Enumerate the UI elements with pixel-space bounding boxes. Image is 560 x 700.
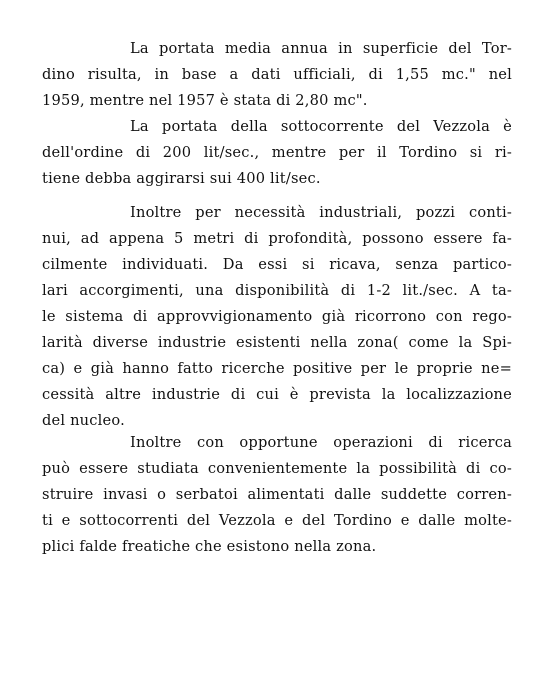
paragraph-2 [42,114,512,192]
text-line: le sistema di approvvigionamento già ricorrono con rego- [42,308,512,325]
text-line: nui, ad appena 5 metri di profondità, possono essere fa- [42,230,512,247]
text-line: Inoltre con opportune operazioni di ricerca [130,434,512,451]
text-line: plici falde freatiche che esistono nella zona. [42,538,377,555]
text-line: dino risulta, in base a dati ufficiali, di 1,55 mc." nel [42,66,512,83]
text-line: 1959, mentre nel 1957 è stata di 2,80 mc". [42,92,368,109]
text-line: lari accorgimenti, una disponibilità di 1-2 lit./sec. A ta- [42,282,512,299]
text-line: ti e sottocorrenti del Vezzola e del Tordino e dalle molte- [42,512,512,529]
text-line: del nucleo. [42,412,125,429]
text-line: può essere studiata convenientemente la possibilità di co- [42,460,512,477]
text-line: larità diverse industrie esistenti nella zona( come la Spi- [42,334,512,351]
text-line: cilmente individuati. Da essi si ricava, senza partico- [42,256,512,273]
paragraph-3 [42,200,512,434]
text-line: La portata media annua in superficie del Tor- [130,40,512,57]
text-line: La portata della sottocorrente del Vezzola è [130,118,512,135]
paragraph-4 [42,430,512,560]
text-line: cessità altre industrie di cui è prevista la localizzazione [42,386,512,403]
text-line: ca) e già hanno fatto ricerche positive per le proprie ne= [42,360,512,377]
paragraph-1 [42,36,512,114]
text-line: tiene debba aggirarsi sui 400 lit/sec. [42,170,321,187]
text-line: dell'ordine di 200 lit/sec., mentre per il Tordino si ri- [42,144,512,161]
text-line: struire invasi o serbatoi alimentati dalle suddette corren- [42,486,512,503]
text-line: Inoltre per necessità industriali, pozzi conti- [130,204,512,221]
